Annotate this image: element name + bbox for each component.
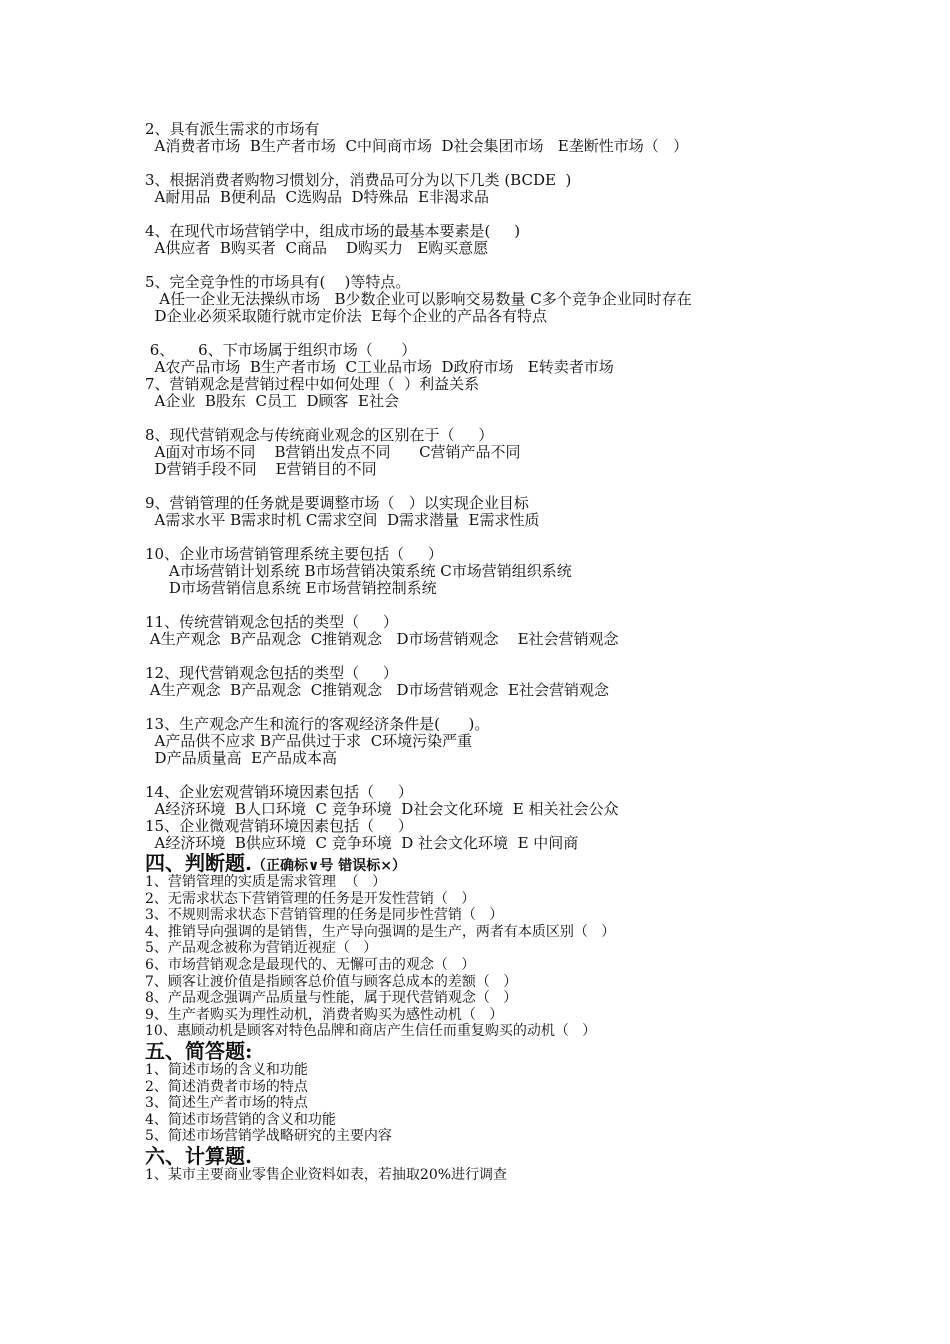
question-line: D企业必须采取随行就市定价法 E每个企业的产品各有特点 <box>145 307 548 325</box>
short-answer-items <box>145 1062 845 1145</box>
question-stem: 11、传统营销观念包括的类型（ ） <box>145 613 398 631</box>
question-line: A农产品市场 B生产者市场 C工业品市场 D政府市场 E转卖者市场 <box>145 358 614 376</box>
question-line: 4、推销导向强调的是销售，生产导向强调的是生产，两者有本质区别（ ） <box>145 923 616 940</box>
question-line: A生产观念 B产品观念 C推销观念 D市场营销观念 E社会营销观念 <box>145 681 609 699</box>
question-stem: 2、具有派生需求的市场有 <box>145 120 320 138</box>
question-line: 5、简述市场营销学战略研究的主要内容 <box>145 1128 392 1145</box>
question-stem: 5、完全竞争性的市场具有( )等特点。 <box>145 273 411 291</box>
document-page <box>145 121 845 1184</box>
spacer <box>145 597 845 614</box>
spacer <box>145 410 845 427</box>
question-line: 9、生产者购买为理性动机，消费者购买为感性动机（ ） <box>145 1006 504 1023</box>
spacer <box>145 257 845 274</box>
spacer <box>145 648 845 665</box>
spacer <box>145 325 845 342</box>
spacer <box>145 206 845 223</box>
question-line: A企业 B股东 C员工 D顾客 E社会 <box>145 392 399 410</box>
question-line: 5、产品观念被称为营销近视症（ ） <box>145 940 378 957</box>
question-stem: 3、根据消费者购物习惯划分，消费品可分为以下几类 (BCDE ) <box>145 171 572 189</box>
question-stem: 13、生产观念产生和流行的客观经济条件是( )。 <box>145 715 490 733</box>
section-heading-true-false <box>145 852 845 874</box>
question-stem: 4、在现代市场营销学中，组成市场的最基本要素是( ) <box>145 222 521 240</box>
true-false-section <box>145 852 845 1184</box>
question-group <box>145 342 845 410</box>
section-note: （正确标∨号 错误标×） <box>251 858 406 874</box>
question-line: 2、简述消费者市场的特点 <box>145 1078 308 1095</box>
question-stem: 9、营销管理的任务就是要调整市场（ ）以实现企业目标 <box>145 494 529 512</box>
question-line: 6、市场营销观念是最现代的、无懈可击的观念（ ） <box>145 956 476 973</box>
question-line: A市场营销计划系统 B市场营销决策系统 C市场营销组织系统 <box>145 562 572 580</box>
question-line: 1、简述市场的含义和功能 <box>145 1061 308 1078</box>
question-line: 7、顾客让渡价值是指顾客总价值与顾客总成本的差额（ ） <box>145 973 518 990</box>
question-line: 3、不规则需求状态下营销管理的任务是同步性营销（ ） <box>145 907 504 924</box>
question-group <box>145 614 845 648</box>
question-group <box>145 665 845 699</box>
question-line: A消费者市场 B生产者市场 C中间商市场 D社会集团市场 E垄断性市场（ ） <box>145 137 689 155</box>
spacer <box>145 529 845 546</box>
question-group <box>145 121 845 155</box>
section-title: 四、判断题. <box>145 851 252 875</box>
question-line: A供应者 B购买者 C商品 D购买力 E购买意愿 <box>145 239 489 257</box>
question-group <box>145 784 845 852</box>
question-line: 4、简述市场营销的含义和功能 <box>145 1111 336 1128</box>
question-line: D产品质量高 E产品成本高 <box>145 749 338 767</box>
question-stem: 14、企业宏观营销环境因素包括（ ） <box>145 783 413 801</box>
question-line: 1、某市主要商业零售企业资料如表，若抽取20%进行调查 <box>145 1166 508 1183</box>
question-group <box>145 495 845 529</box>
question-stem: 8、现代营销观念与传统商业观念的区别在于（ ） <box>145 426 494 444</box>
question-line: 15、企业微观营销环境因素包括（ ） <box>145 817 413 835</box>
question-line: A生产观念 B产品观念 C推销观念 D市场营销观念 E社会营销观念 <box>145 630 619 648</box>
question-stem: 12、现代营销观念包括的类型（ ） <box>145 664 398 682</box>
question-stem: 6、 6、下市场属于组织市场（ ） <box>145 341 417 359</box>
spacer <box>145 155 845 172</box>
section-heading-calculation: 六、计算题. <box>145 1143 252 1168</box>
question-group <box>145 223 845 257</box>
question-line: A需求水平 B需求时机 C需求空间 D需求潜量 E需求性质 <box>145 511 540 529</box>
question-line: A任一企业无法操纵市场 B少数企业可以影响交易数量 C多个竞争企业同时存在 <box>145 290 692 308</box>
question-line: 2、无需求状态下营销管理的任务是开发性营销（ ） <box>145 890 476 907</box>
true-false-items <box>145 874 845 1040</box>
question-stem: 10、企业市场营销管理系统主要包括（ ） <box>145 545 443 563</box>
section-heading-short-answer: 五、简答题: <box>145 1038 253 1063</box>
question-line: A耐用品 B便利品 C选购品 D特殊品 E非渴求品 <box>145 188 489 206</box>
multiple-choice-section <box>145 121 845 852</box>
question-group <box>145 716 845 767</box>
question-line: 10、惠顾动机是顾客对特色品牌和商店产生信任而重复购买的动机（ ） <box>145 1023 597 1040</box>
question-line: 7、营销观念是营销过程中如何处理（ ）利益关系 <box>145 375 480 393</box>
question-group <box>145 172 845 206</box>
question-line: A面对市场不同 B营销出发点不同 C营销产品不同 <box>145 443 521 461</box>
question-group <box>145 427 845 478</box>
question-line: 8、产品观念强调产品质量与性能，属于现代营销观念（ ） <box>145 990 518 1007</box>
calculation-items <box>145 1167 845 1184</box>
spacer <box>145 478 845 495</box>
question-line: D营销手段不同 E营销目的不同 <box>145 460 377 478</box>
question-line: A产品供不应求 B产品供过于求 C环境污染严重 <box>145 732 473 750</box>
question-line: 3、简述生产者市场的特点 <box>145 1095 308 1112</box>
spacer <box>145 767 845 784</box>
question-line: D市场营销信息系统 E市场营销控制系统 <box>145 579 437 597</box>
question-group <box>145 274 845 325</box>
spacer <box>145 699 845 716</box>
question-line: A经济环境 B供应环境 C 竞争环境 D 社会文化环境 E 中间商 <box>145 834 579 852</box>
question-group <box>145 546 845 597</box>
question-line: A经济环境 B人口环境 C 竞争环境 D社会文化环境 E 相关社会公众 <box>145 800 619 818</box>
question-line: 1、营销管理的实质是需求管理 （ ） <box>145 874 387 890</box>
